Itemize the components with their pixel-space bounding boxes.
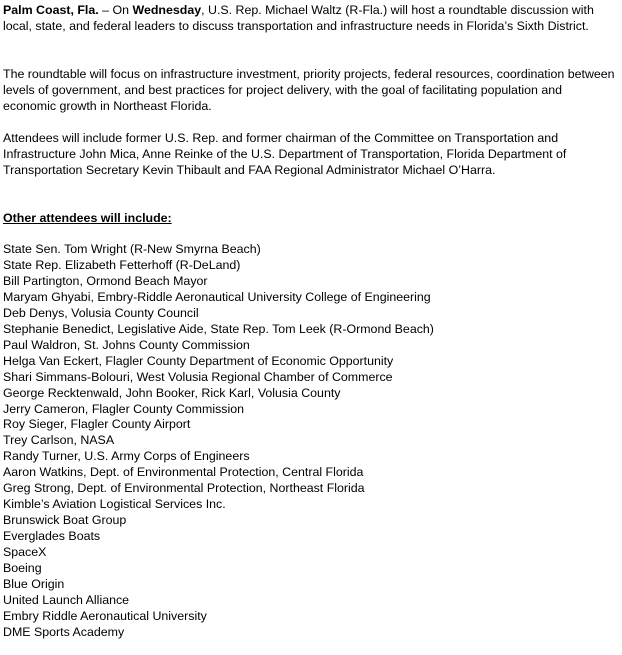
attendee-item: Brunswick Boat Group	[3, 513, 127, 528]
attendee-item: Trey Carlson, NASA	[3, 433, 115, 448]
attendee-item: George Recktenwald, John Booker, Rick Karl, Volusia County	[3, 385, 341, 400]
attendee-item: Helga Van Eckert, Flagler County Department of Economic Opportunity	[3, 353, 394, 368]
attendee-item: Bill Partington, Ormond Beach Mayor	[3, 273, 208, 288]
attendee-item: Jerry Cameron, Flagler County Commission	[3, 401, 245, 416]
attendee-item: State Rep. Elizabeth Fetterhoff (R-DeLand)	[3, 257, 241, 272]
other-attendees-heading: Other attendees will include:	[3, 211, 172, 225]
intro-rest: , U.S. Rep. Michael Waltz (R-Fla.) will host a roundtable discussion with local, state, and federal leaders to discuss transportation and infrastructure needs in Florida’s Sixth District.	[3, 3, 594, 33]
other-attendees-list	[3, 242, 434, 641]
attendee-item: Embry Riddle Aeronautical University	[3, 608, 207, 623]
intro-day: Wednesday	[132, 3, 202, 17]
focus-paragraph: The roundtable will focus on infrastructure investment, priority projects, federal resources, coordination between levels of government, and best practices for project delivery, with the goal of facilitating population and economic growth in Northeast Florida.	[3, 67, 615, 113]
attendee-item: Aaron Watkins, Dept. of Environmental Protection, Central Florida	[3, 465, 364, 480]
intro-paragraph	[3, 2, 615, 34]
attendee-item: Blue Origin	[3, 577, 65, 592]
attendee-item: Deb Denys, Volusia County Council	[3, 305, 199, 320]
attendee-item: United Launch Alliance	[3, 592, 130, 607]
attendee-item: Randy Turner, U.S. Army Corps of Engineers	[3, 449, 250, 464]
attendee-item: Shari Simmans-Bolouri, West Volusia Regional Chamber of Commerce	[3, 369, 393, 384]
attendee-item: Boeing	[3, 561, 42, 576]
attendee-item: Greg Strong, Dept. of Environmental Protection, Northeast Florida	[3, 481, 365, 496]
attendee-item: Everglades Boats	[3, 529, 101, 544]
attendee-item: DME Sports Academy	[3, 624, 125, 639]
attendee-item: State Sen. Tom Wright (R-New Smyrna Beach)	[3, 242, 261, 256]
attendee-item: Stephanie Benedict, Legislative Aide, State Rep. Tom Leek (R-Ormond Beach)	[3, 321, 434, 336]
attendee-item: Maryam Ghyabi, Embry-Riddle Aeronautical University College of Engineering	[3, 289, 431, 304]
dateline: Palm Coast, Fla.	[3, 3, 99, 17]
intro-dash: – On	[98, 3, 133, 17]
attendees-paragraph: Attendees will include former U.S. Rep. and former chairman of the Committee on Transportation and Infrastructure John Mica, Anne Reinke of the U.S. Department of Transportation, Florida Department of Transportation Secretary Kevin Thibault and FAA Regional Administrator Michael O’Harra.	[3, 131, 567, 177]
attendee-item: Paul Waldron, St. Johns County Commission	[3, 337, 250, 352]
attendee-item: Roy Sieger, Flagler County Airport	[3, 417, 191, 432]
attendee-item: Kimble’s Aviation Logistical Services Inc.	[3, 497, 226, 512]
attendee-item: SpaceX	[3, 545, 47, 560]
